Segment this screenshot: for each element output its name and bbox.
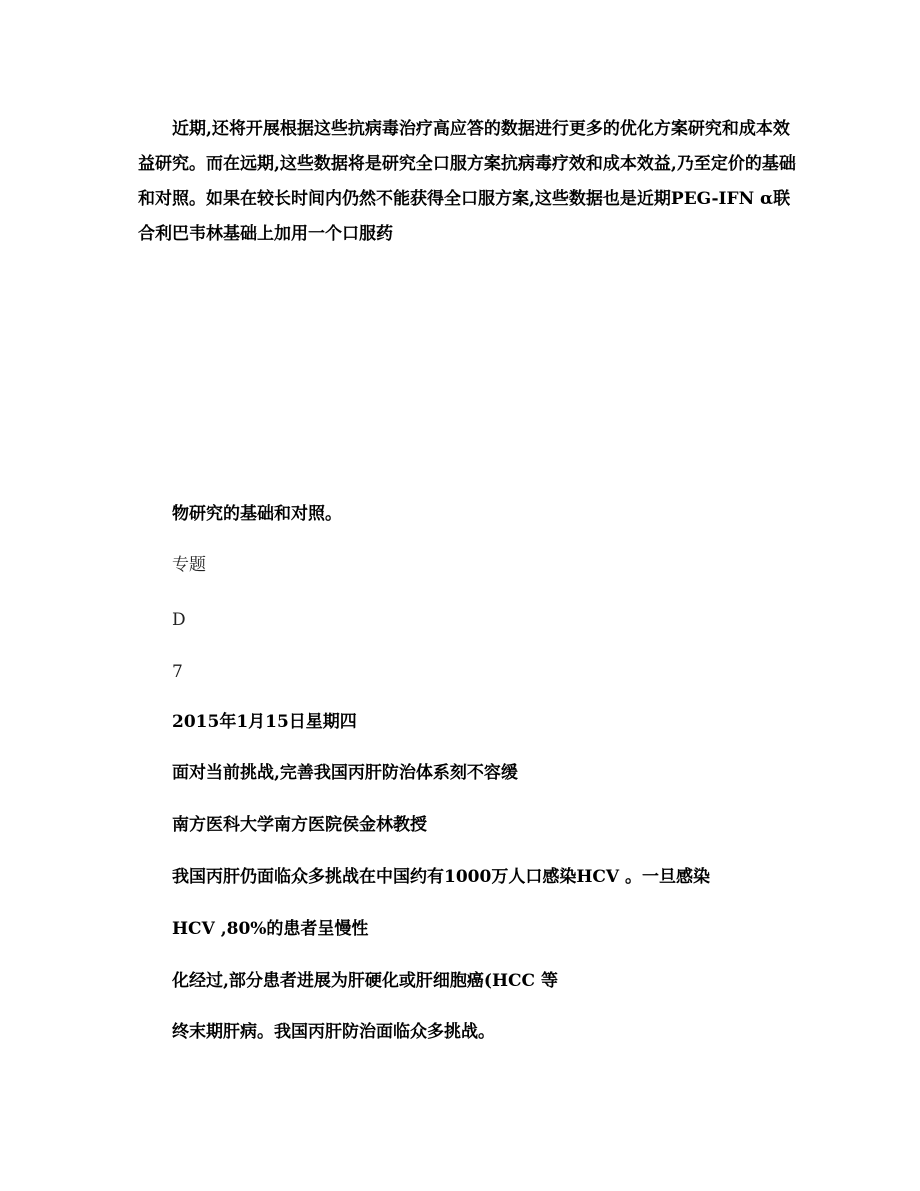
intro-paragraph: 近期,还将开展根据这些抗病毒治疗高应答的数据进行更多的优化方案研究和成本效益研究。而在远期,这些数据将是研究全口服方案抗病毒疗效和成本效益,乃至定价的基础和对照。如果在较长时间内仍然不能获得全口服方案,这些数据也是近期PEG-IFN α联合利巴韦林基础上加用一个口服药 bbox=[138, 119, 796, 244]
paragraph-continuation: 物研究的基础和对照。 bbox=[172, 504, 342, 524]
article-title: 面对当前挑战,完善我国丙肝防治体系刻不容缓 bbox=[172, 763, 518, 783]
body-line-2: HCV ,80%的患者呈慢性 bbox=[172, 919, 369, 939]
article-author: 南方医科大学南方医院侯金林教授 bbox=[172, 815, 427, 835]
date-line: 2015年1月15日星期四 bbox=[172, 712, 357, 732]
page-letter: D bbox=[172, 610, 186, 630]
body-line-1: 我国丙肝仍面临众多挑战在中国约有1000万人口感染HCV 。一旦感染 bbox=[172, 867, 711, 887]
body-line-3: 化经过,部分患者进展为肝硬化或肝细胞癌(HCC 等 bbox=[172, 971, 559, 991]
page-number: 7 bbox=[172, 662, 183, 682]
body-line-4: 终末期肝病。我国丙肝防治面临众多挑战。 bbox=[172, 1022, 495, 1042]
section-label: 专题 bbox=[172, 555, 206, 575]
